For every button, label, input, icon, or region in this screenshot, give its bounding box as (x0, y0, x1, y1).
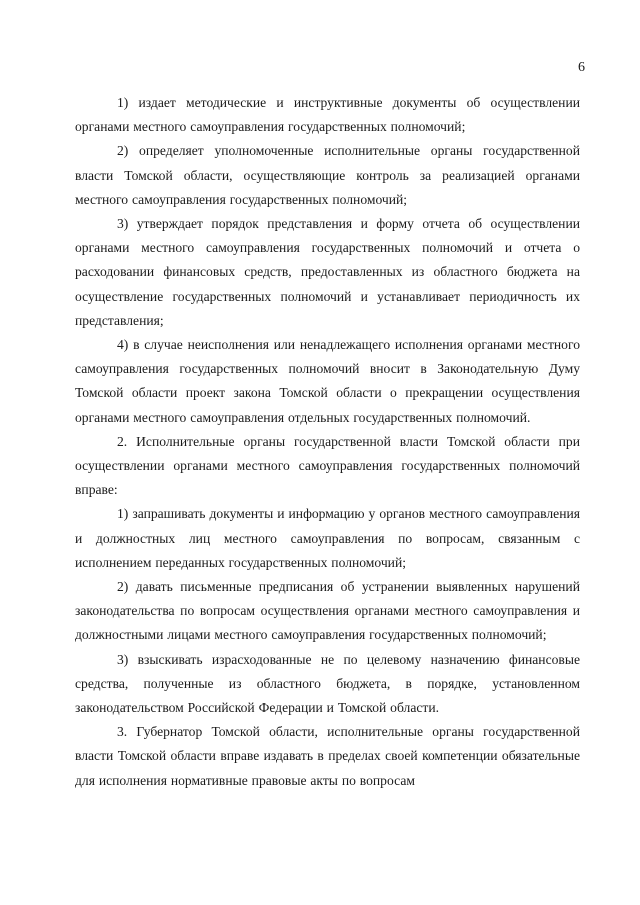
paragraph-item-4: 4) в случае неисполнения или ненадлежащего исполнения органами местного самоуправления государственных полномочий вносит в Законодательную Думу Томской области проект закона Томской области о прекращении осуществления органами местного самоуправления отдельных государственных полномочий. (75, 337, 580, 425)
paragraph-section-3: 3. Губернатор Томской области, исполнительные органы государственной власти Томской области вправе издавать в пределах своей компетенции обязательные для исполнения нормативные правовые акты по вопросам (75, 724, 580, 788)
paragraph-section-2-item-3: 3) взыскивать израсходованные не по целевому назначению финансовые средства, полученные из областного бюджета, в порядке, установленном законодательством Российской Федерации и Томской области. (75, 651, 580, 716)
paragraph-item-3: 3) утверждает порядок представления и форму отчета об осуществлении органами местного самоуправления государственных полномочий и отчета о расходовании финансовых средств, предоставленных из областного бюджета на осуществление государственных полномочий и устанавливает периодичность их представления; (75, 216, 580, 328)
page-number: 6 (578, 60, 585, 75)
paragraph-section-2-item-2: 2) давать письменные предписания об устранении выявленных нарушений законодательства по вопросам осуществления органами местного самоуправления и должностными лицами местного самоуправления государственных полномочий; (75, 579, 580, 643)
paragraph-section-2-item-1: 1) запрашивать документы и информацию у органов местного самоуправления и должностных лиц местного самоуправления по вопросам, связанным с исполнением переданных государственных полномочий; (75, 506, 580, 570)
paragraph-item-1: 1) издает методические и инструктивные документы об осуществлении органами местного самоуправления государственных полномочий; (75, 95, 580, 135)
paragraph-item-2: 2) определяет уполномоченные исполнительные органы государственной власти Томской области, осуществляющие контроль за реализацией органами местного самоуправления государственных полномочий; (75, 143, 580, 207)
paragraph-section-2: 2. Исполнительные органы государственной власти Томской области при осуществлении органами местного самоуправления государственных полномочий вправе: (75, 433, 580, 498)
document-body (75, 91, 580, 793)
